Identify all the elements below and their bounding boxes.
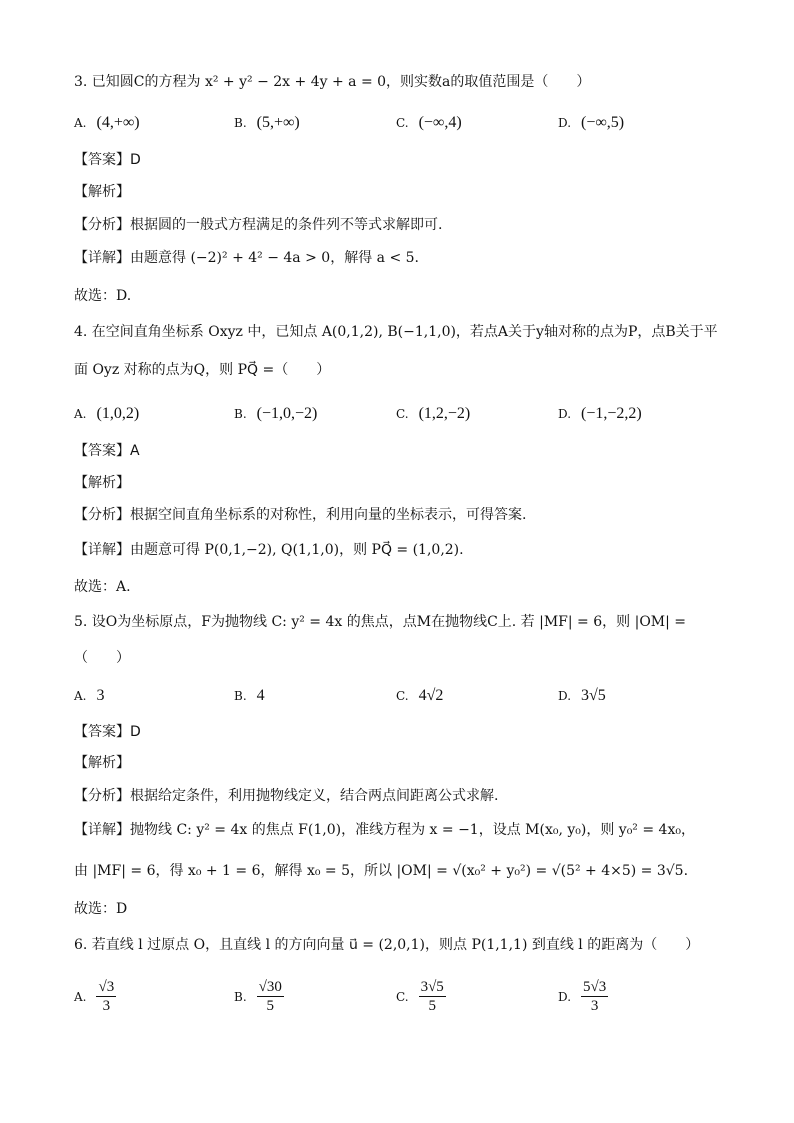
q6-option-b-fraction: $\frac{√30}{5}$: [258, 979, 282, 1014]
q4-fenxi: 【分析】根据空间直角坐标系的对称性，利用向量的坐标表示，可得答案.: [74, 507, 527, 523]
q4-conclusion: 故选：A.: [74, 579, 131, 595]
q4-xiangjie: 【详解】由题意可得 P(0,1,−2), Q(1,1,0)，则 PQ⃗ = (1,0,2).: [74, 542, 464, 558]
q4-analysis-tag: 【解析】: [74, 475, 130, 491]
q5-option-c: C. 4√2: [396, 687, 444, 704]
q3-option-b: B. (5,+∞): [234, 114, 300, 131]
q6-option-c-fraction: $\frac{3√5}{5}$: [420, 979, 444, 1014]
q3-option-a: A. (4,+∞): [74, 114, 140, 131]
q5-conclusion: 故选：D: [74, 901, 128, 917]
q6-option-a: A. $\frac{√3}{3}$: [74, 979, 115, 1014]
q6-option-a-fraction: $\frac{√3}{3}$: [98, 979, 115, 1014]
q4-option-a: A. (1,0,2): [74, 405, 140, 422]
q3-answer: 【答案】D: [74, 152, 141, 168]
q4-options: [74, 404, 734, 444]
q4-stem-line2: 面 Oyz 对称的点为Q，则 PQ⃗ =（ ）: [74, 362, 331, 378]
q6-option-d: D. $\frac{5√3}{3}$: [558, 979, 607, 1014]
q5-option-a: A. 3: [74, 687, 105, 704]
q5-answer: 【答案】D: [74, 724, 141, 740]
q3-fenxi: 【分析】根据圆的一般式方程满足的条件列不等式求解即可.: [74, 217, 443, 233]
q6-option-c: C. $\frac{3√5}{5}$: [396, 979, 444, 1014]
q5-stem-line2: （ ）: [74, 650, 130, 666]
q3-options: [74, 113, 734, 153]
q3-xiangjie: 【详解】由题意得 (−2)² + 4² − 4a > 0，解得 a < 5.: [74, 250, 419, 266]
q3-conclusion: 故选：D.: [74, 288, 132, 304]
q4-option-c: C. (1,2,−2): [396, 405, 471, 422]
q4-answer: 【答案】A: [74, 443, 140, 459]
q3-option-d: D. (−∞,5): [558, 114, 625, 131]
q6-options: [74, 978, 734, 1022]
q6-option-d-fraction: $\frac{5√3}{3}$: [583, 979, 607, 1014]
q5-xiangjie-line2: 由 |MF| = 6，得 x₀ + 1 = 6，解得 x₀ = 5，所以 |OM| = √(x₀² + y₀²) = √(5² + 4×5) = 3√5.: [74, 863, 689, 879]
q6-option-b: B. $\frac{√30}{5}$: [234, 979, 282, 1014]
q3-option-c: C. (−∞,4): [396, 114, 462, 131]
q5-stem-line1: 5. 设O为坐标原点，F为抛物线 C: y² = 4x 的焦点，点M在抛物线C上. 若 |MF| = 6，则 |OM| =: [74, 614, 687, 630]
q4-option-d: D. (−1,−2,2): [558, 405, 642, 422]
q5-fenxi: 【分析】根据给定条件，利用抛物线定义，结合两点间距离公式求解.: [74, 788, 499, 804]
q3-analysis-tag: 【解析】: [74, 184, 130, 200]
q4-option-b: B. (−1,0,−2): [234, 405, 318, 422]
q5-analysis-tag: 【解析】: [74, 755, 130, 771]
q5-xiangjie-line1: 【详解】抛物线 C: y² = 4x 的焦点 F(1,0)，准线方程为 x = −1，设点 M(x₀, y₀)，则 y₀² = 4x₀，: [74, 822, 695, 838]
q5-option-b: B. 4: [234, 687, 265, 704]
q5-options: [74, 686, 734, 726]
q6-stem: 6. 若直线 l 过原点 O，且直线 l 的方向向量 u⃗ = (2,0,1)，则点 P(1,1,1) 到直线 l 的距离为（ ）: [74, 937, 700, 953]
q4-stem-line1: 4. 在空间直角坐标系 Oxyz 中，已知点 A(0,1,2), B(−1,1,0)，若点A关于y轴对称的点为P，点B关于平: [74, 324, 718, 340]
q3-stem: 3. 已知圆C的方程为 x² + y² − 2x + 4y + a = 0，则实数a的取值范围是（ ）: [74, 74, 591, 90]
q5-option-d: D. 3√5: [558, 687, 606, 704]
